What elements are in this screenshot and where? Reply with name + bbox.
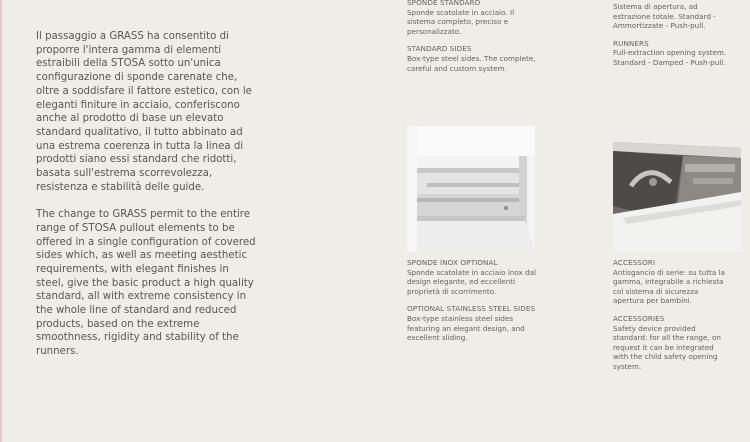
standard-sides-caption xyxy=(407,0,537,73)
runners-caption xyxy=(613,2,735,68)
accessories-it-title: ACCESSORI xyxy=(613,258,656,267)
intro-english: The change to GRASS permit to the entire range of STOSA pullout elements to be offered in a single configuration of covered sides which, as well as meeting aesthetic requirements, with elegant finishes in steel, give the basic product a high quality standard, all with extreme consistency in the whole line of standard and reduced products, based on the extreme smoothness, rigidity and stability of the runners. xyxy=(36,209,256,358)
stainless-en-text: Box-type stainless steel sides featuring an elegant design, and excellent sliding. xyxy=(407,313,525,343)
runners-en-title: RUNNERS xyxy=(613,38,649,48)
stainless-it-title: SPONDE INOX OPTIONAL xyxy=(407,258,498,267)
accessories-caption xyxy=(613,258,725,372)
accessories-en-title: ACCESSORIES xyxy=(613,313,665,323)
standard-sides-en-title: STANDARD SIDES xyxy=(407,44,472,54)
stainless-it-text: Sponde scatolate in acciaio inox dal design elegante, ed eccellenti proprietà di scorrimento. xyxy=(407,267,537,296)
standard-sides-it-text: Sponde scatolate in acciaio. Il sistema completo, preciso e personalizzato. xyxy=(407,7,515,36)
stainless-en-title: OPTIONAL STAINLESS STEEL SIDES xyxy=(407,304,536,314)
page-edge xyxy=(0,0,2,442)
intro-italian: Il passaggio a GRASS ha consentito di proporre l'intera gamma di elementi estraibili della STOSA sotto un'unica configurazione di sponde carenate che, oltre a soddisfare il fattore estetico, con le eleganti finiture in acciaio, conferiscono anche al prodotto di base un elevato standard qualitativo, il tutto abbinato ad una estrema coerenza in tutta la linea di prodotti siano essi standard che ridotti, basata sull'estrema scorrevolezza, resistenza e stabilità delle guide. xyxy=(36,31,252,193)
stainless-sides-caption xyxy=(407,258,537,343)
stainless-drawer-photo xyxy=(407,126,535,252)
standard-sides-en-text: Box-type steel sides. The complete, careful and custom system. xyxy=(407,53,536,73)
safety-device-photo xyxy=(613,126,741,252)
intro-text xyxy=(36,30,256,359)
accessories-it-text: Antisgancio di serie: su tutta la gamma, integrabile a richiesta col sistema di sicurezza apertura per bambini. xyxy=(613,267,725,306)
standard-sides-it-title: SPONDE STANDARD xyxy=(407,0,481,7)
accessories-en-text: Safety device provided standard: for all the range, on request it can be integrated with the child safety opening system. xyxy=(613,323,721,371)
runners-en-text: Full-extraction opening system. Standard - Damped - Push-pull. xyxy=(613,48,727,67)
runners-it-text: Sistema di apertura, ad estrazione totale. Standard - Ammortizzate - Push-pull. xyxy=(613,2,716,31)
